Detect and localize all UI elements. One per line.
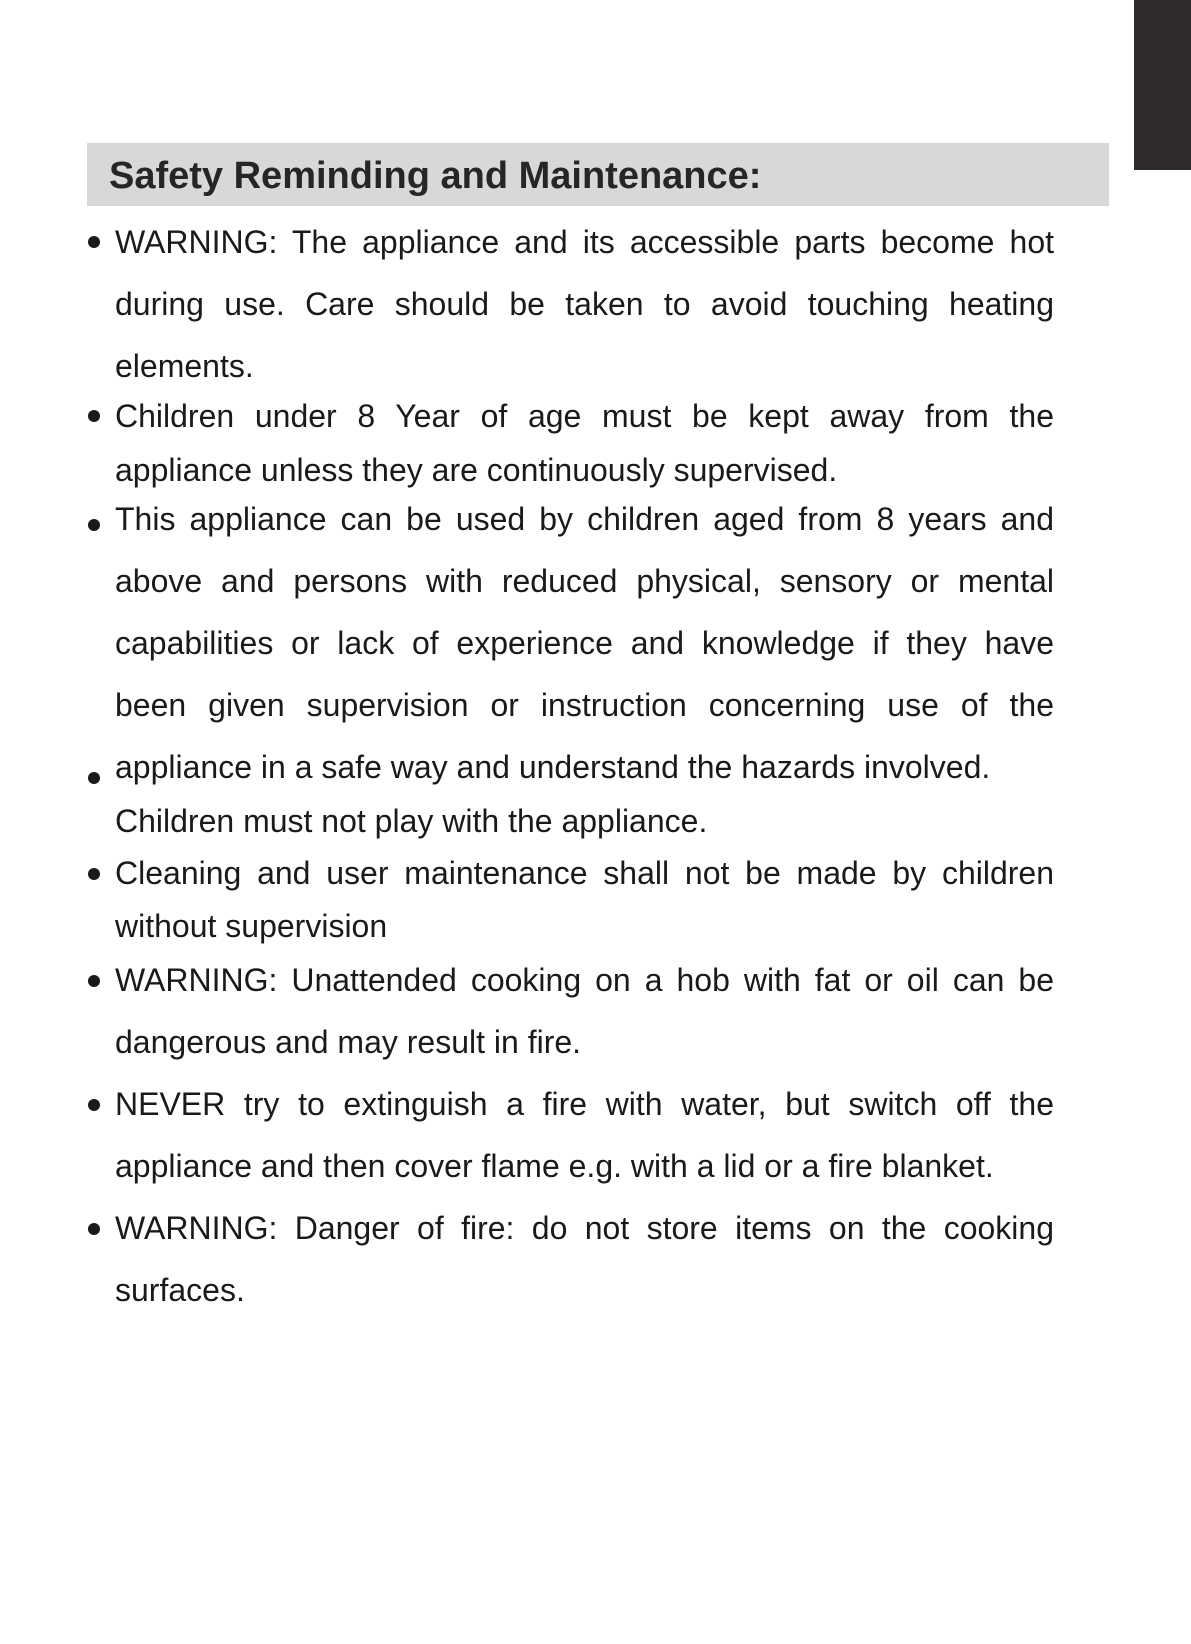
section-title: Safety Reminding and Maintenance: — [109, 155, 762, 197]
bullet-icon — [88, 519, 100, 531]
bullet-icon — [88, 1223, 100, 1235]
item-text-line: been given supervision or instruction concerning use of the — [115, 687, 1054, 723]
item-text-line: above and persons with reduced physical, sensory or mental — [115, 563, 1054, 599]
item-text-line: NEVER try to extinguish a fire with water, but switch off the — [115, 1086, 1054, 1122]
item-text-line: dangerous and may result in fire. — [115, 1024, 582, 1060]
bullet-icon — [88, 772, 100, 784]
item-text-line: Cleaning and user maintenance shall not be made by children — [115, 855, 1054, 891]
item-text-line: WARNING: The appliance and its accessible parts become hot — [115, 224, 1054, 260]
item-text-line: capabilities or lack of experience and knowledge if they have — [115, 625, 1054, 661]
item-text-line: without supervision — [115, 908, 388, 944]
bullet-icon — [88, 975, 100, 987]
item-text-line: WARNING: Danger of fire: do not store items on the cooking — [115, 1210, 1054, 1246]
item-text-line: appliance in a safe way and understand the hazards involved. — [115, 749, 991, 785]
item-text-line: surfaces. — [115, 1272, 245, 1308]
item-text-line: Children must not play with the appliance. — [115, 803, 708, 839]
chapter-tab — [1134, 0, 1191, 170]
item-text-line: appliance unless they are continuously supervised. — [115, 452, 838, 488]
item-text-line: This appliance can be used by children aged from 8 years and — [115, 501, 1054, 537]
item-text-line: appliance and then cover flame e.g. with a lid or a fire blanket. — [115, 1148, 994, 1184]
item-text-line: Children under 8 Year of age must be kept away from the — [115, 398, 1054, 434]
bullet-icon — [88, 410, 100, 422]
bullet-icon — [88, 868, 100, 880]
item-text-line: elements. — [115, 348, 254, 384]
bullet-icon — [88, 236, 100, 248]
item-text-line: during use. Care should be taken to avoid touching heating — [115, 286, 1054, 322]
item-text-line: WARNING: Unattended cooking on a hob with fat or oil can be — [115, 962, 1054, 998]
section-heading-bar — [87, 143, 1109, 206]
bullet-icon — [88, 1099, 100, 1111]
